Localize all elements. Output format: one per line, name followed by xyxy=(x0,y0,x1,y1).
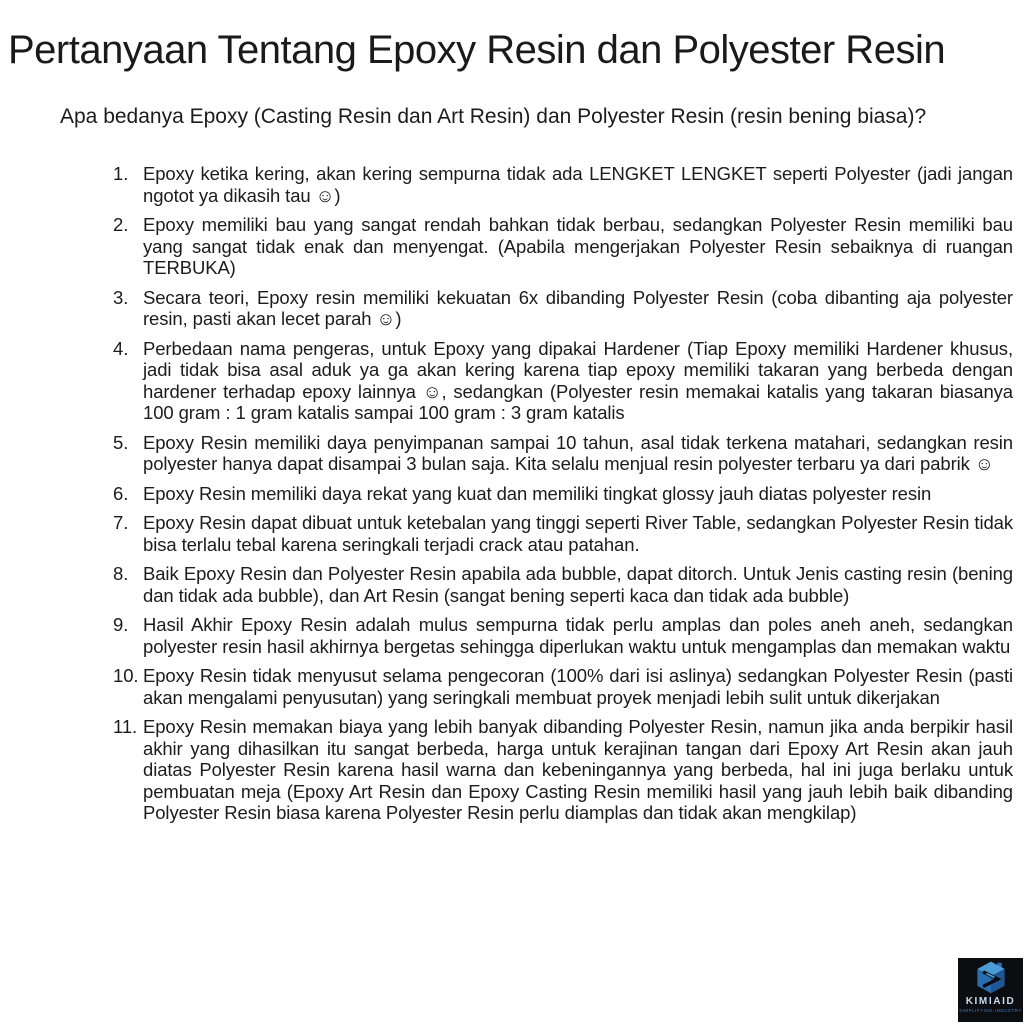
kimiaid-tagline-text: SIMPLIFYING INDUSTRY xyxy=(959,1008,1022,1013)
list-item-text: Baik Epoxy Resin dan Polyester Resin apabila ada bubble, dapat ditorch. Untuk Jenis casting resin (bening dan tidak ada bubble), dan Art Resin (sangat bening seperti kaca dan tidak ada bubble) xyxy=(143,563,1013,606)
list-item-number: 11. xyxy=(113,716,138,737)
question-text: Apa bedanya Epoxy (Casting Resin dan Art Resin) dan Polyester Resin (resin bening biasa)? xyxy=(60,105,927,128)
list-item xyxy=(113,716,1013,824)
list-item-text: Epoxy ketika kering, akan kering sempurna tidak ada LENGKET LENGKET seperti Polyester (jadi jangan ngotot ya dikasih tau ☺) xyxy=(143,163,1013,206)
list-item-number: 2. xyxy=(113,214,129,235)
list-item-text: Epoxy Resin memakan biaya yang lebih banyak dibanding Polyester Resin, namun jika anda berpikir hasil akhir yang dihasilkan itu sangat berbeda, harga untuk kerajinan tangan dari Epoxy Art Resin akan jauh diatas Polyester Resin karena hasil warna dan kebeningannya yang berbeda, hal ini juga berlaku untuk pembuatan meja (Epoxy Art Resin dan Epoxy Casting Resin memiliki hasil yang jauh lebih baik dibanding Polyester Resin biasa karena Polyester Resin perlu diamplas dan tidak akan mengkilap) xyxy=(143,716,1013,823)
list-item-number: 9. xyxy=(113,614,129,635)
list-item-number: 4. xyxy=(113,337,129,359)
list-item-text: Secara teori, Epoxy resin memiliki kekuatan 6x dibanding Polyester Resin (coba dibanting aja polyester resin, pasti akan lecet parah ☺) xyxy=(143,286,1013,329)
list-item xyxy=(113,432,1013,475)
list-item xyxy=(113,665,1013,708)
page-title: Pertanyaan Tentang Epoxy Resin dan Polyester Resin xyxy=(8,28,946,72)
list-item-text: Epoxy Resin tidak menyusut selama pengecoran (100% dari isi aslinya) sedangkan Polyester Resin (pasti akan mengalami penyusutan) yang seringkali membuat proyek menjadi lebih sulit untuk dikerjakan xyxy=(143,665,1013,708)
list-item-text: Epoxy Resin memiliki daya penyimpanan sampai 10 tahun, asal tidak terkena matahari, sedangkan resin polyester hanya dapat disampai 3 bulan saja. Kita selalu menjual resin polyester terbaru ya dari pabrik ☺ xyxy=(143,431,1013,474)
list-item-number: 6. xyxy=(113,482,129,504)
list-item-number: 5. xyxy=(113,431,129,453)
list-item-number: 8. xyxy=(113,563,129,584)
list-item-number: 7. xyxy=(113,512,129,533)
numbered-list xyxy=(113,163,1013,832)
list-item-number: 1. xyxy=(113,163,129,184)
list-item xyxy=(113,512,1013,555)
list-item-number: 3. xyxy=(113,286,129,308)
list-item-text: Epoxy Resin memiliki daya rekat yang kuat dan memiliki tingkat glossy jauh diatas polyester resin xyxy=(143,482,932,504)
list-item xyxy=(113,338,1013,424)
list-item xyxy=(113,287,1013,330)
list-item-text: Perbedaan nama pengeras, untuk Epoxy yang dipakai Hardener (Tiap Epoxy memiliki Hardener khusus, jadi tidak bisa asal aduk ya ga akan kering karena tiap epoxy memiliki takaran yang berbeda dengan hardener terhadap epoxy lainnya ☺, sedangkan (Polyester resin memakai katalis yang takaran biasanya 100 gram : 1 gram katalis sampai 100 gram : 3 gram katalis xyxy=(143,337,1013,423)
list-item xyxy=(113,614,1013,657)
list-item xyxy=(113,563,1013,606)
list-item-number: 10. xyxy=(113,665,139,686)
kimiaid-logo xyxy=(958,958,1023,1022)
list-item-text: Epoxy Resin dapat dibuat untuk ketebalan yang tinggi seperti River Table, sedangkan Polyester Resin tidak bisa terlalu tebal karena seringkali terjadi crack atau patahan. xyxy=(143,512,1013,555)
list-item-text: Hasil Akhir Epoxy Resin adalah mulus sempurna tidak perlu amplas dan poles aneh aneh, sedangkan polyester resin hasil akhirnya bergetas sehingga diperlukan waktu untuk mengamplas dan memakan waktu xyxy=(143,614,1013,657)
list-item xyxy=(113,214,1013,279)
kimiaid-cube-icon xyxy=(972,961,1010,995)
list-item xyxy=(113,163,1013,206)
kimiaid-brand-text: KIMIAID xyxy=(965,996,1016,1007)
list-item-text: Epoxy memiliki bau yang sangat rendah bahkan tidak berbau, sedangkan Polyester Resin memiliki bau yang sangat tidak enak dan menyengat. (Apabila mengerjakan Polyester Resin sebaiknya di ruangan TERBUKA) xyxy=(143,214,1013,278)
list-item xyxy=(113,483,1013,505)
